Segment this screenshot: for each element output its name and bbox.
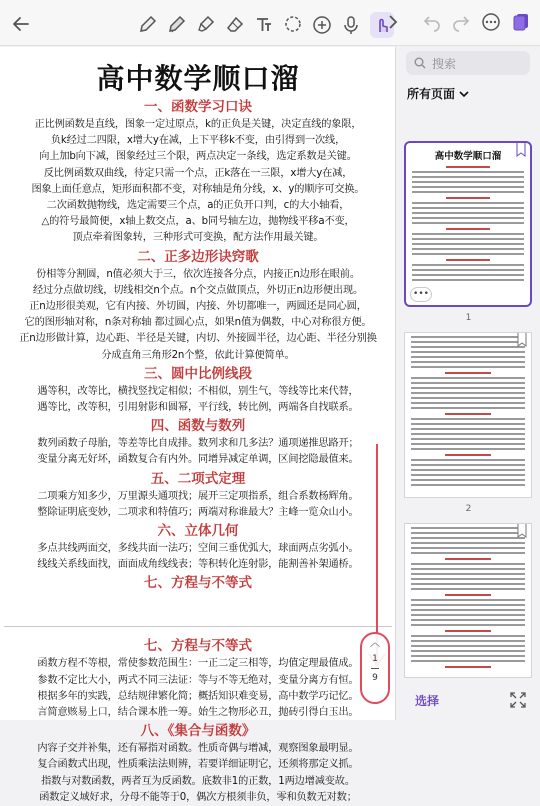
bookmark-icon[interactable] (516, 143, 526, 157)
thumbnail-line (411, 563, 525, 565)
text-line: 线线关系线面找，面面成角线线表；等积转化连射影，能割善补架通桥。 (37, 559, 359, 571)
thumbnail-line (411, 532, 525, 534)
undo-icon (423, 13, 441, 31)
thumbnail-line (411, 356, 525, 358)
text-line: 经过分点做切线，切线相交n个点。n个交点做顶点，外切正n边形便出现。 (32, 284, 364, 296)
thumbnail-text-lines (405, 527, 531, 668)
thumbnail-line (412, 207, 524, 209)
text-line: 内容子交并补集，还有幂指对函数。性质奇偶与增减，观察图象最明显。 (37, 743, 359, 755)
thumbnail-line (411, 336, 525, 338)
microphone-icon (343, 15, 359, 35)
search-field[interactable] (406, 51, 530, 75)
text-line: 二次函数抛物线，选定需要三个点，a的正负开口判，c的大小轴看， (46, 200, 350, 212)
text-line: 反比例函数双曲线，待定只需一个点，正k落在一三限，x增大y在减， (43, 167, 353, 179)
page-thumbnail-3[interactable] (404, 523, 532, 678)
thumbnail-line (412, 269, 524, 271)
thumbnail-line (412, 264, 524, 266)
thumbnail-line (411, 547, 525, 549)
current-page-number: 1 (372, 654, 378, 664)
text-line: 遇等比，改等积，引用射影和圆幂，平行线，转比例，两端各自找联系。 (37, 402, 359, 414)
thumbnail-line (411, 397, 525, 399)
text-line: 正n边形很美观，它有内接、外切圆，内接、外切都唯一，两圆还是同心圆， (29, 301, 367, 313)
text-line: 顶点牵着图象转，三种形式可变换，配方法作用最关键。 (72, 232, 324, 244)
thumbnail-line (411, 377, 525, 379)
thumbnail-line (411, 624, 525, 626)
page-thumbnail-1[interactable] (404, 141, 532, 307)
back-button[interactable] (8, 11, 34, 37)
page-break (4, 593, 392, 627)
thumbnail-line (445, 558, 491, 560)
thumbnail-line (411, 443, 525, 445)
chevron-up-icon: ︿ (370, 638, 380, 649)
thumbnail-line (412, 217, 524, 219)
thumbnail-line (411, 346, 525, 348)
select-button[interactable]: 选择 (415, 693, 440, 708)
thumbnail-line (412, 279, 524, 281)
section-heading: 五、二项式定理 (150, 470, 246, 487)
thumbnail-line (411, 479, 525, 481)
thumbnail-line (411, 640, 525, 642)
bookmark-icon[interactable] (517, 524, 527, 538)
text-line: 遇等积，改等比，横找竖找定相似；不相似，别生气，等线等比来代替， (37, 385, 359, 397)
highlighter-icon (197, 15, 215, 35)
redo-icon (452, 13, 470, 31)
pages-panel-button[interactable] (512, 12, 530, 36)
thumbnail-line (412, 253, 524, 255)
thumbnail-line (445, 454, 491, 456)
thumbnail-line (411, 382, 525, 384)
thumbnail-line (412, 233, 524, 235)
thumbnail-line (411, 645, 525, 647)
thumbnail-line (411, 609, 525, 611)
thumbnail-line (411, 655, 525, 657)
thumbnail-heading-line (446, 166, 490, 168)
redo-button[interactable] (452, 13, 470, 35)
section-heading: 七、方程与不等式 (144, 638, 252, 655)
thumbnail-line (411, 474, 525, 476)
thumbnail-line (411, 387, 525, 389)
thumbnail-line (411, 527, 525, 529)
thumbnail-line (411, 361, 525, 363)
thumbnail-line (411, 433, 525, 435)
section-heading: 七、方程与不等式 (144, 575, 252, 592)
add-icon (312, 15, 332, 35)
text-line: 分成直角三角形2n个整，依此计算便简单。 (101, 349, 295, 361)
page-number-divider (371, 668, 379, 669)
thumbnail-line (411, 459, 525, 461)
thumbnail-line (445, 372, 491, 374)
search-placeholder: 搜索 (432, 56, 457, 71)
bookmark-icon[interactable] (517, 333, 527, 347)
text-line: 图象上面任意点，矩形面积都不变，对称轴是角分线，x、y的顺序可交换。 (31, 183, 365, 195)
thumbnail-line (411, 578, 525, 580)
text-line: 言简意赅易上口，结合课本胜一筹。始生之物形必丑，抛砖引得白玉出。 (37, 707, 359, 719)
thumbnail-line (411, 469, 525, 471)
toolbar-right-group (423, 12, 530, 36)
thumbnail-line (412, 243, 524, 245)
page-thumbnail-2[interactable] (404, 332, 532, 498)
thumbnail-line (411, 588, 525, 590)
thumbnail-line (411, 650, 525, 652)
text-line: 向上加b向下减，图象经过三个限，两点决定一条线，选定系数是关键。 (39, 151, 357, 163)
thumbnail-line (412, 181, 524, 183)
chevron-down-icon (459, 90, 469, 98)
section-heading: 三、圆中比例线段 (144, 365, 252, 382)
thumbnail-line (411, 660, 525, 662)
thumbnail-line (411, 568, 525, 570)
undo-button[interactable] (423, 13, 441, 35)
thumbnail-line (411, 464, 525, 466)
page-sidebar (397, 47, 540, 720)
section-heading: 一、函数学习口诀 (144, 99, 252, 115)
pages-icon (512, 12, 530, 32)
more-options-button[interactable] (481, 12, 501, 36)
thumbnail-page-number: 2 (465, 504, 472, 514)
thumbnail-text-lines (405, 336, 531, 486)
page-filter-label: 所有页面 (407, 87, 456, 101)
document-page[interactable] (0, 47, 396, 803)
text-line: 数列函数子母胎，等差等比自成排。数列求和几多法？通项递推思路开； (37, 438, 359, 450)
thumbnail-line (445, 594, 491, 596)
lasso-tool-button[interactable] (283, 14, 303, 36)
sidebar-bottom-bar (397, 680, 540, 720)
thumbnail-line (412, 248, 524, 250)
thumbnail-more-button[interactable]: ••• (410, 287, 432, 302)
thumbnail-line (411, 542, 525, 544)
text-line: 根据多年的实践，总结规律繁化简；概括知识难变易，高中数学巧记忆。 (37, 690, 359, 702)
thumbnail-line (411, 407, 525, 409)
thumbnail-line (412, 202, 524, 204)
text-line: 多点共线两面交，多线共面一法巧；空间三垂优弧大，球面两点劣弧小。 (37, 543, 359, 555)
text-line: 参数不定比大小，两式不同三法证：等与不等无绝对，变量分离方有恒。 (37, 674, 359, 686)
thumbnail-line (411, 604, 525, 606)
page-filter-dropdown[interactable] (407, 85, 469, 102)
thumbnail-line (445, 413, 491, 415)
page-scroll-indicator[interactable] (360, 632, 390, 704)
thumbnail-line (446, 197, 490, 199)
thumbnail-line (412, 212, 524, 214)
text-line: 函数定义域好求，分母不能等于0，偶次方根须非负，零和负数无对数； (39, 791, 357, 803)
text-line: 份相等分割圆，n值必须大于三，依次连接各分点，内接正n边形在眼前。 (36, 268, 360, 280)
text-tool-button[interactable] (254, 14, 274, 36)
thumbnail-line (412, 191, 524, 193)
thumbnail-line (445, 666, 491, 668)
thumbnail-line (411, 438, 525, 440)
thumbnail-line (411, 448, 525, 450)
drawing-tools (138, 12, 394, 38)
page-title: 高中数学顺口溜 (96, 62, 300, 95)
ellipsis-circle-icon (481, 12, 501, 32)
arrow-left-icon (11, 14, 31, 34)
chevron-right-icon (388, 14, 398, 30)
thumbnail-line (445, 630, 491, 632)
text-icon (255, 15, 273, 35)
thumbnail-line (412, 171, 524, 173)
thumbnail-line (411, 635, 525, 637)
thumbnail-line (411, 418, 525, 420)
highlighter-tool-button[interactable] (196, 14, 216, 36)
text-line: 它的图形轴对称，n条对称轴 都过圆心点，如果n值为偶数，中心对称很方便。 (24, 317, 372, 329)
toolbar (0, 0, 540, 46)
text-line: 函数方程不等根，常使参数范围生：一正二定三相等，均值定理最值成。 (37, 658, 359, 670)
section-heading: 六、立体几何 (157, 523, 239, 540)
thumbnail-line (411, 619, 525, 621)
pencil-icon (168, 15, 186, 35)
thumbnail-page-number: 1 (465, 313, 472, 323)
thumbnail-line (411, 583, 525, 585)
microphone-tool-button[interactable] (341, 14, 361, 36)
thumbnail-line (412, 186, 524, 188)
thumbnail-line (411, 537, 525, 539)
thumbnail-line (446, 228, 490, 230)
thumbnail-line (446, 259, 490, 261)
thumbnail-line (411, 599, 525, 601)
thumbnail-line (411, 552, 525, 554)
total-page-count: 9 (372, 673, 378, 683)
text-line: 整除证明底变妙，二项求和特值巧；两端对称谁最大？主峰一览众山小。 (37, 506, 359, 518)
thumbnail-line (411, 351, 525, 353)
thumbnail-line (411, 484, 525, 486)
text-line: 变量分离无好坏，函数复合有内外。同增异减定单调，区间挖隐最值来。 (37, 454, 359, 466)
thumbnail-line (411, 573, 525, 575)
search-icon (414, 57, 426, 69)
thumbnail-line (412, 238, 524, 240)
thumbnail-line (411, 428, 525, 430)
expand-icon[interactable] (510, 692, 526, 708)
thumbnail-line (411, 423, 525, 425)
text-line: 负k经过二四限，x增大y在减，上下平移k不变，由引得到一次线， (50, 135, 346, 147)
lasso-icon (283, 15, 303, 35)
thumbnail-line (411, 392, 525, 394)
pen-icon (139, 15, 157, 35)
thumbnail-line (412, 222, 524, 224)
text-line: 二项乘方知多少，万里源头通项找；展开三定项指系，组合系数杨辉角。 (37, 490, 359, 502)
eraser-icon (226, 15, 244, 35)
thumbnail-line (411, 402, 525, 404)
pencil-tool-button[interactable] (167, 14, 187, 36)
thumbnail-line (412, 274, 524, 276)
text-line: 指数与对数函数，两者互为反函数。底数非1的正数，1两边增减变故。 (41, 775, 355, 787)
text-line: 正n边形做计算，边心距、半径是关键，内切、外接圆半径，边心距、半径分别换 (19, 333, 377, 345)
thumbnail-line (411, 366, 525, 368)
thumbnail-line (412, 176, 524, 178)
section-heading: 二、正多边形诀窍歌 (137, 248, 259, 265)
pen-tool-button[interactable] (138, 14, 158, 36)
section-heading: 八、《集合与函数》 (140, 723, 256, 740)
add-tool-button[interactable] (312, 14, 332, 36)
thumbnail-text-lines (406, 171, 530, 281)
thumbnail-title: 高中数学顺口溜 (434, 151, 502, 162)
toolbar-more-button[interactable] (388, 14, 398, 34)
thumbnail-line (411, 614, 525, 616)
section-heading: 四、函数与数列 (150, 418, 246, 435)
text-line: 复合函数式出现，性质乘法法则辨，若要详细证明它，还须将那定义抓。 (37, 759, 359, 771)
eraser-tool-button[interactable] (225, 14, 245, 36)
text-line: △的符号最简便，x轴上数交点，a、b同号轴左边，抛物线平移a不变， (41, 216, 355, 228)
document-body (4, 97, 392, 806)
text-line: 正比例函数是直线，图象一定过原点，k的正负是关键，决定直线的象限， (34, 119, 362, 130)
thumbnail-line (411, 341, 525, 343)
